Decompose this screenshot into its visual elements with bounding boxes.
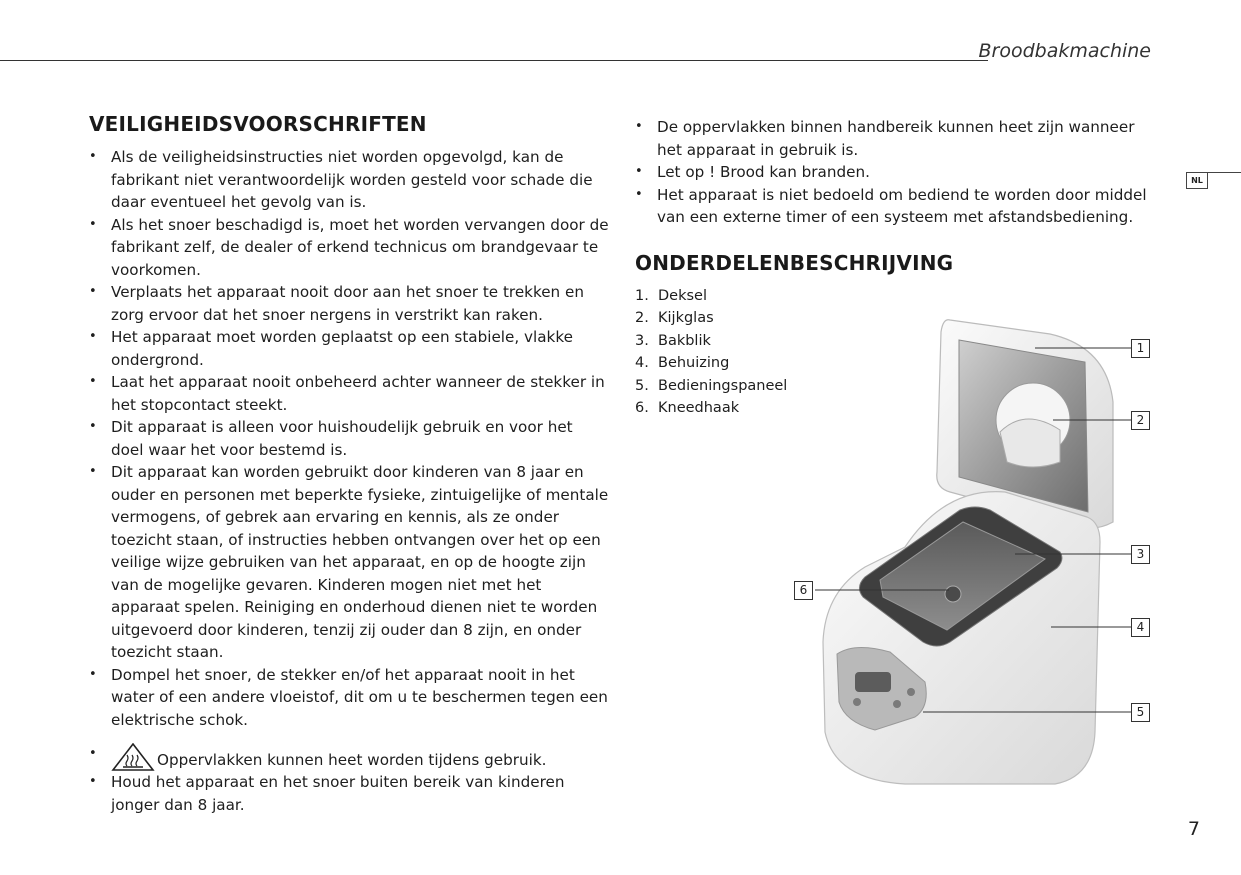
callout-4: 4 [1131, 618, 1150, 637]
safety-item-hot-surface [89, 743, 609, 771]
safety-item: • Verplaats het apparaat nooit door aan het snoer te trekken en zorg ervoor dat het snoer nergens in verstrikt kan raken. [89, 281, 609, 326]
safety-item: • Dompel het snoer, de stekker en/of het apparaat nooit in het water of een andere vloeistof, dit om u te beschermen tegen een elektrische schok. [89, 664, 609, 732]
safety-list [89, 146, 609, 816]
safety-item: • Het apparaat moet worden geplaatst op een stabiele, vlakke ondergrond. [89, 326, 609, 371]
callout-2: 2 [1131, 411, 1150, 430]
page-number: 7 [1187, 818, 1200, 840]
hot-surface-warning-icon [111, 743, 155, 771]
parts-item-label: Bedieningspaneel [658, 377, 788, 394]
parts-title: ONDERDELENBESCHRIJVING [635, 250, 954, 275]
safety-list-continued [635, 116, 1155, 229]
parts-item-number: 1. [635, 287, 649, 304]
parts-item-label: Kneedhaak [658, 400, 740, 416]
safety-item: • Het apparaat is niet bedoeld om bediend te worden door middel van een externe timer of een systeem met afstandsbediening. [635, 184, 1155, 229]
parts-item-label: Behuizing [658, 355, 730, 371]
parts-item-label: Kijkglas [658, 310, 714, 326]
language-tab-rule [1207, 172, 1241, 173]
parts-item-number: 2. [635, 310, 649, 326]
safety-item: • Als het snoer beschadigd is, moet het worden vervangen door de fabrikant zelf, de dealer of erkend technicus om brandgevaar te voorkomen. [89, 214, 609, 282]
safety-item: • De oppervlakken binnen handbereik kunnen heet zijn wanneer het apparaat in gebruik is. [635, 116, 1155, 161]
safety-item: • Dit apparaat kan worden gebruikt door kinderen van 8 jaar en ouder en personen met beperkte fysieke, zintuigelijke of mentale vermogens, of gebrek aan ervaring en kennis, als ze onder toezicht staan, of instructies hebben ontvangen over het op een veilige wijze gebruiken van het apparaat, en op de hoogte zijn van de mogelijke gevaren. Kinderen mogen niet met het apparaat spelen. Reiniging en onderhoud dienen niet te worden uitgevoerd door kinderen, tenzij zij ouder dan 8 zijn, en onder toezicht staan. [89, 461, 609, 664]
safety-item: • Let op ! Brood kan branden. [635, 161, 1155, 184]
callout-3: 3 [1131, 545, 1150, 564]
safety-item: • Houd het apparaat en het snoer buiten bereik van kinderen jonger dan 8 jaar. [89, 771, 609, 816]
language-tab: NL [1186, 172, 1208, 189]
header-rule [0, 60, 988, 61]
callout-1: 1 [1131, 339, 1150, 358]
parts-item-number: 3. [635, 332, 649, 349]
hot-surface-warning-text: • Oppervlakken kunnen heet worden tijdens gebruik. [157, 750, 547, 769]
callout-5: 5 [1131, 703, 1150, 722]
safety-title: VEILIGHEIDSVOORSCHRIFTEN [89, 112, 427, 136]
parts-item-label: Deksel [658, 287, 707, 304]
safety-section [89, 112, 609, 816]
safety-item: • Laat het apparaat nooit onbeheerd achter wanneer de stekker in het stopcontact steekt. [89, 371, 609, 416]
parts-item [635, 285, 1155, 308]
safety-item: • Dit apparaat is alleen voor huishoudelijk gebruik en voor het doel waar het voor bestemd is. [89, 416, 609, 461]
parts-item-number: 6. [635, 400, 649, 416]
callout-6: 6 [794, 581, 813, 600]
parts-item-number: 5. [635, 377, 649, 394]
parts-item-label: Bakblik [658, 332, 711, 349]
parts-item-number: 4. [635, 355, 649, 371]
safety-item: • Als de veiligheidsinstructies niet worden opgevolgd, kan de fabrikant niet verantwoordelijk worden gesteld voor schade die daar eventueel het gevolg van is. [89, 146, 609, 214]
page-header-title: Broodbakmachine [978, 40, 1151, 62]
bread-maker-illustration [795, 312, 1160, 794]
